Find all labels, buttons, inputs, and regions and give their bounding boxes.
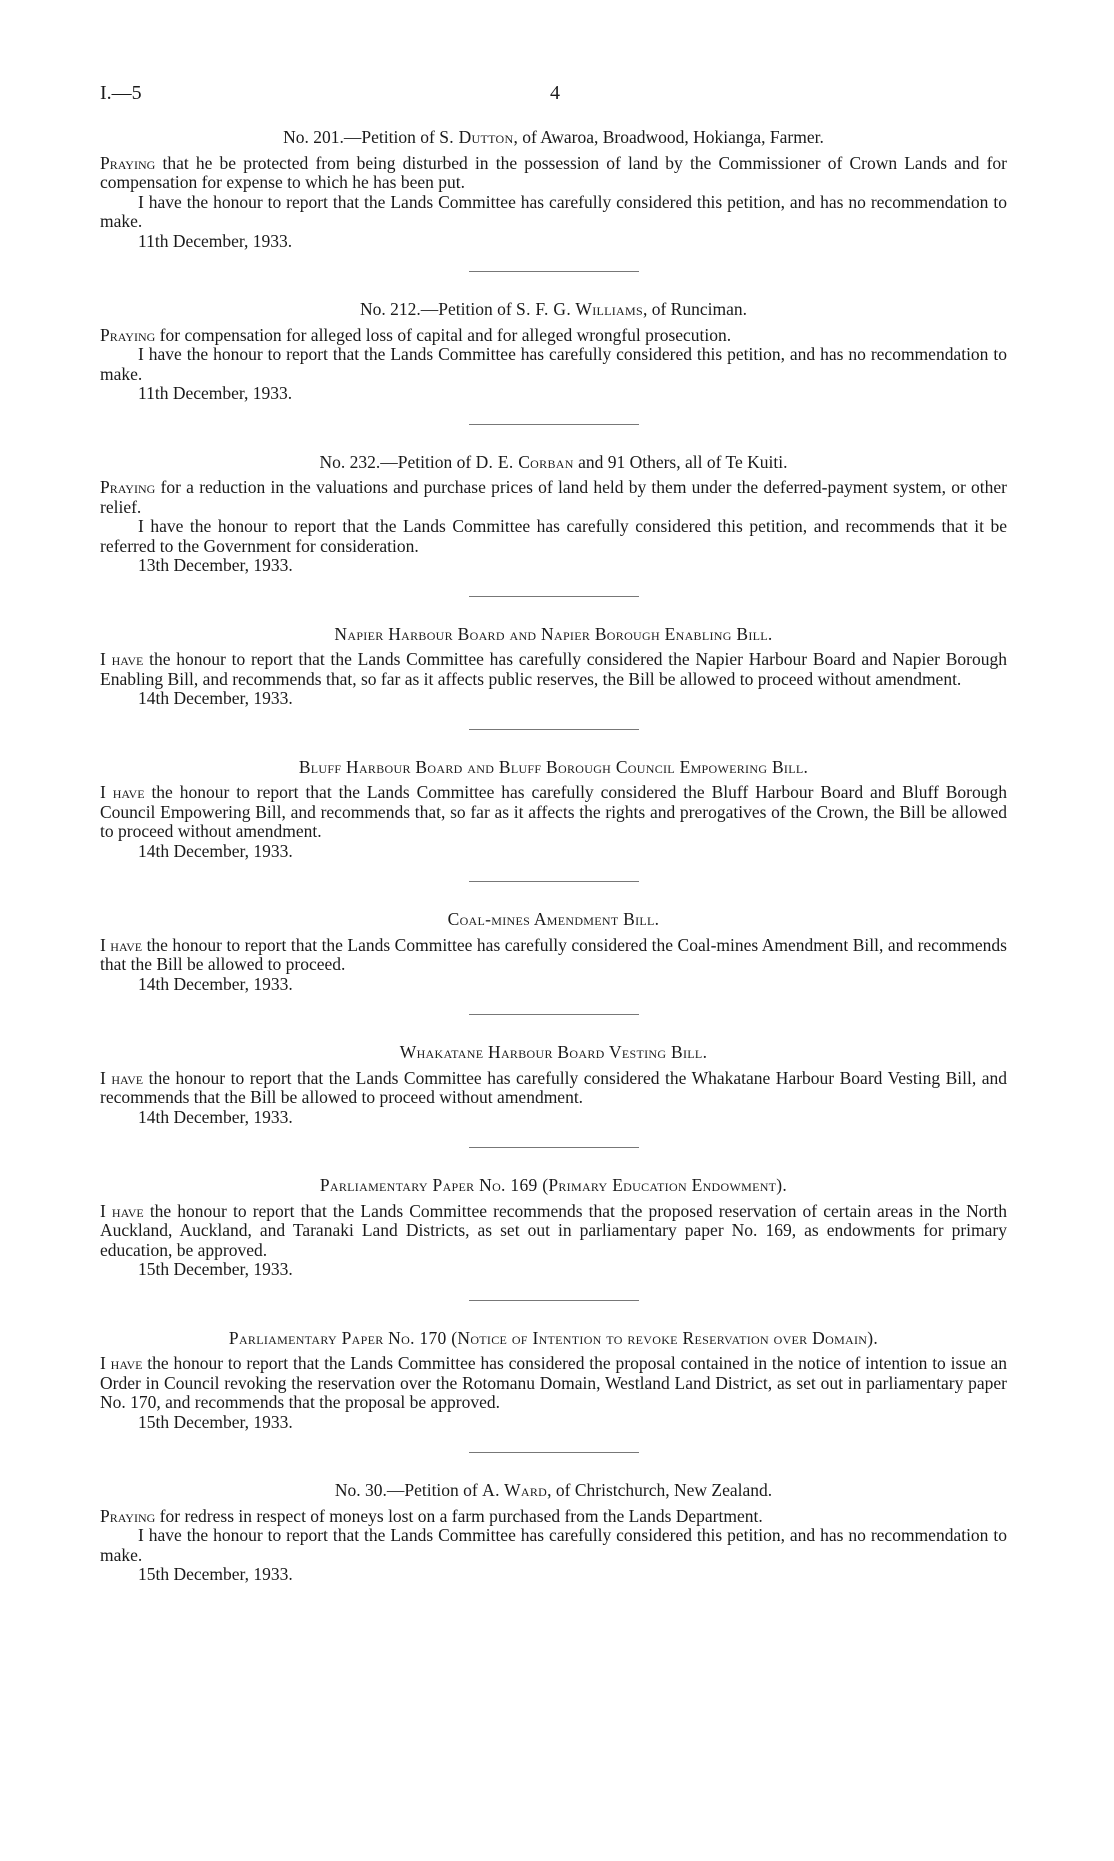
page-number: 4 xyxy=(550,82,560,104)
petition-201 xyxy=(100,128,1007,251)
section-divider xyxy=(469,729,639,730)
page-reference: I.—5 xyxy=(100,82,142,104)
section-date: 15th December, 1933. xyxy=(138,1564,293,1584)
section-divider xyxy=(469,881,639,882)
section-divider xyxy=(469,271,639,272)
section-date: 13th December, 1933. xyxy=(138,555,293,575)
section-date: 15th December, 1933. xyxy=(138,1411,293,1432)
section-divider xyxy=(469,1147,639,1148)
petitioner-name: A. Ward xyxy=(482,1480,548,1500)
section-divider xyxy=(469,1014,639,1015)
petitioner-name: S. Dutton xyxy=(439,127,514,147)
section-heading: No. 201.—Petition of S. Dutton, of Awaroa, Broadwood, Hokianga, Farmer. xyxy=(283,127,824,147)
report-paragraph: I have the honour to report that the Lands Committee has carefully considered the Coal-mines Amendment Bill, and recommends that the Bill be allowed to proceed. xyxy=(100,934,1007,974)
section-heading: No. 30.—Petition of A. Ward, of Christchurch, New Zealand. xyxy=(334,1480,773,1500)
section-heading: No. 212.—Petition of S. F. G. Williams, of Runciman. xyxy=(360,299,747,319)
section-date: 11th December, 1933. xyxy=(138,383,293,403)
section-divider xyxy=(469,424,639,425)
report-paragraph: I have the honour to report that the Lands Committee has carefully considered this petition, and recommends that it be referred to the Government for consideration. xyxy=(100,516,1007,556)
section-heading: Coal-mines Amendment Bill. xyxy=(447,909,660,929)
parliamentary-paper-170 xyxy=(100,1329,1007,1433)
report-paragraph: I have the honour to report that the Lands Committee recommends that the proposed reservation of certain areas in the North Auckland, Auckland, and Taranaki Land Districts, as set out in parliamentary paper No. 169, as endowments for primary education, be approved. xyxy=(100,1200,1008,1260)
report-paragraph: I have the honour to report that the Lands Committee has carefully considered the Whakatane Harbour Board Vesting Bill, and recommends that the Bill be allowed to proceed without amendment. xyxy=(100,1067,1008,1107)
prayer-paragraph: Praying for compensation for alleged loss of capital and for alleged wrongful prosecution. xyxy=(100,324,732,345)
section-heading: Parliamentary Paper No. 169 (Primary Education Endowment). xyxy=(319,1175,788,1195)
report-paragraph: I have the honour to report that the Lands Committee has carefully considered this petition, and has no recommendation to make. xyxy=(100,191,1007,231)
section-heading: Bluff Harbour Board and Bluff Borough Council Empowering Bill. xyxy=(298,756,809,777)
section-heading: Whakatane Harbour Board Vesting Bill. xyxy=(399,1042,708,1062)
petitioner-name: D. E. Corban xyxy=(475,451,574,472)
section-date: 14th December, 1933. xyxy=(138,688,293,708)
petition-212 xyxy=(100,300,1007,404)
section-divider xyxy=(469,596,639,597)
section-heading: Napier Harbour Board and Napier Borough Enabling Bill. xyxy=(334,623,773,644)
section-divider xyxy=(469,1452,639,1453)
report-paragraph: I have the honour to report that the Lands Committee has carefully considered the Napier Harbour Board and Napier Borough Enabling Bill, and recommends that, so far as it affects public reserves, the Bill be allowed to proceed without amendment. xyxy=(100,649,1007,689)
prayer-paragraph: Praying for redress in respect of moneys lost on a farm purchased from the Lands Department. xyxy=(100,1505,763,1526)
parliamentary-paper-169 xyxy=(100,1176,1007,1280)
section-date: 14th December, 1933. xyxy=(138,840,293,861)
coal-mines-bill xyxy=(100,910,1007,994)
napier-harbour-bill xyxy=(100,625,1007,709)
bluff-harbour-bill xyxy=(100,758,1007,862)
petitioner-name: S. F. G. Williams xyxy=(516,299,643,319)
prayer-paragraph: Praying that he be protected from being disturbed in the possession of land by the Commissioner of Crown Lands and for compensation for expense to which he has been put. xyxy=(100,152,1007,192)
petition-30 xyxy=(100,1481,1007,1585)
petition-232 xyxy=(100,453,1007,576)
prayer-paragraph: Praying for a reduction in the valuations and purchase prices of land held by them under the deferred-payment system, or other relief. xyxy=(100,477,1007,517)
report-paragraph: I have the honour to report that the Lands Committee has carefully considered the Bluff Harbour Board and Bluff Borough Council Empowering Bill, and recommends that, so far as it affects the rights and prerogatives of the Crown, the Bill be allowed to proceed without amendment. xyxy=(100,782,1008,841)
section-heading: Parliamentary Paper No. 170 (Notice of Intention to revoke Reservation over Domain). xyxy=(228,1327,879,1348)
whakatane-harbour-bill xyxy=(100,1043,1007,1127)
section-date: 15th December, 1933. xyxy=(138,1259,293,1279)
section-divider xyxy=(469,1300,639,1301)
section-date: 11th December, 1933. xyxy=(138,230,293,251)
report-paragraph: I have the honour to report that the Lands Committee has considered the proposal contained in the notice of intention to issue an Order in Council revoking the reservation over the Rotomanu Domain, Westland Land District, as set out in parliamentary paper No. 170, and recommends that the proposal be approved. xyxy=(100,1353,1007,1412)
document-body xyxy=(100,128,1007,1585)
section-date: 14th December, 1933. xyxy=(138,973,293,994)
section-heading: No. 232.—Petition of D. E. Corban and 91 Others, all of Te Kuiti. xyxy=(319,451,788,472)
section-date: 14th December, 1933. xyxy=(138,1106,293,1127)
report-paragraph: I have the honour to report that the Lands Committee has carefully considered this petition, and has no recommendation to make. xyxy=(100,344,1007,384)
report-paragraph: I have the honour to report that the Lands Committee has carefully considered this petition, and has no recommendation to make. xyxy=(100,1525,1007,1565)
